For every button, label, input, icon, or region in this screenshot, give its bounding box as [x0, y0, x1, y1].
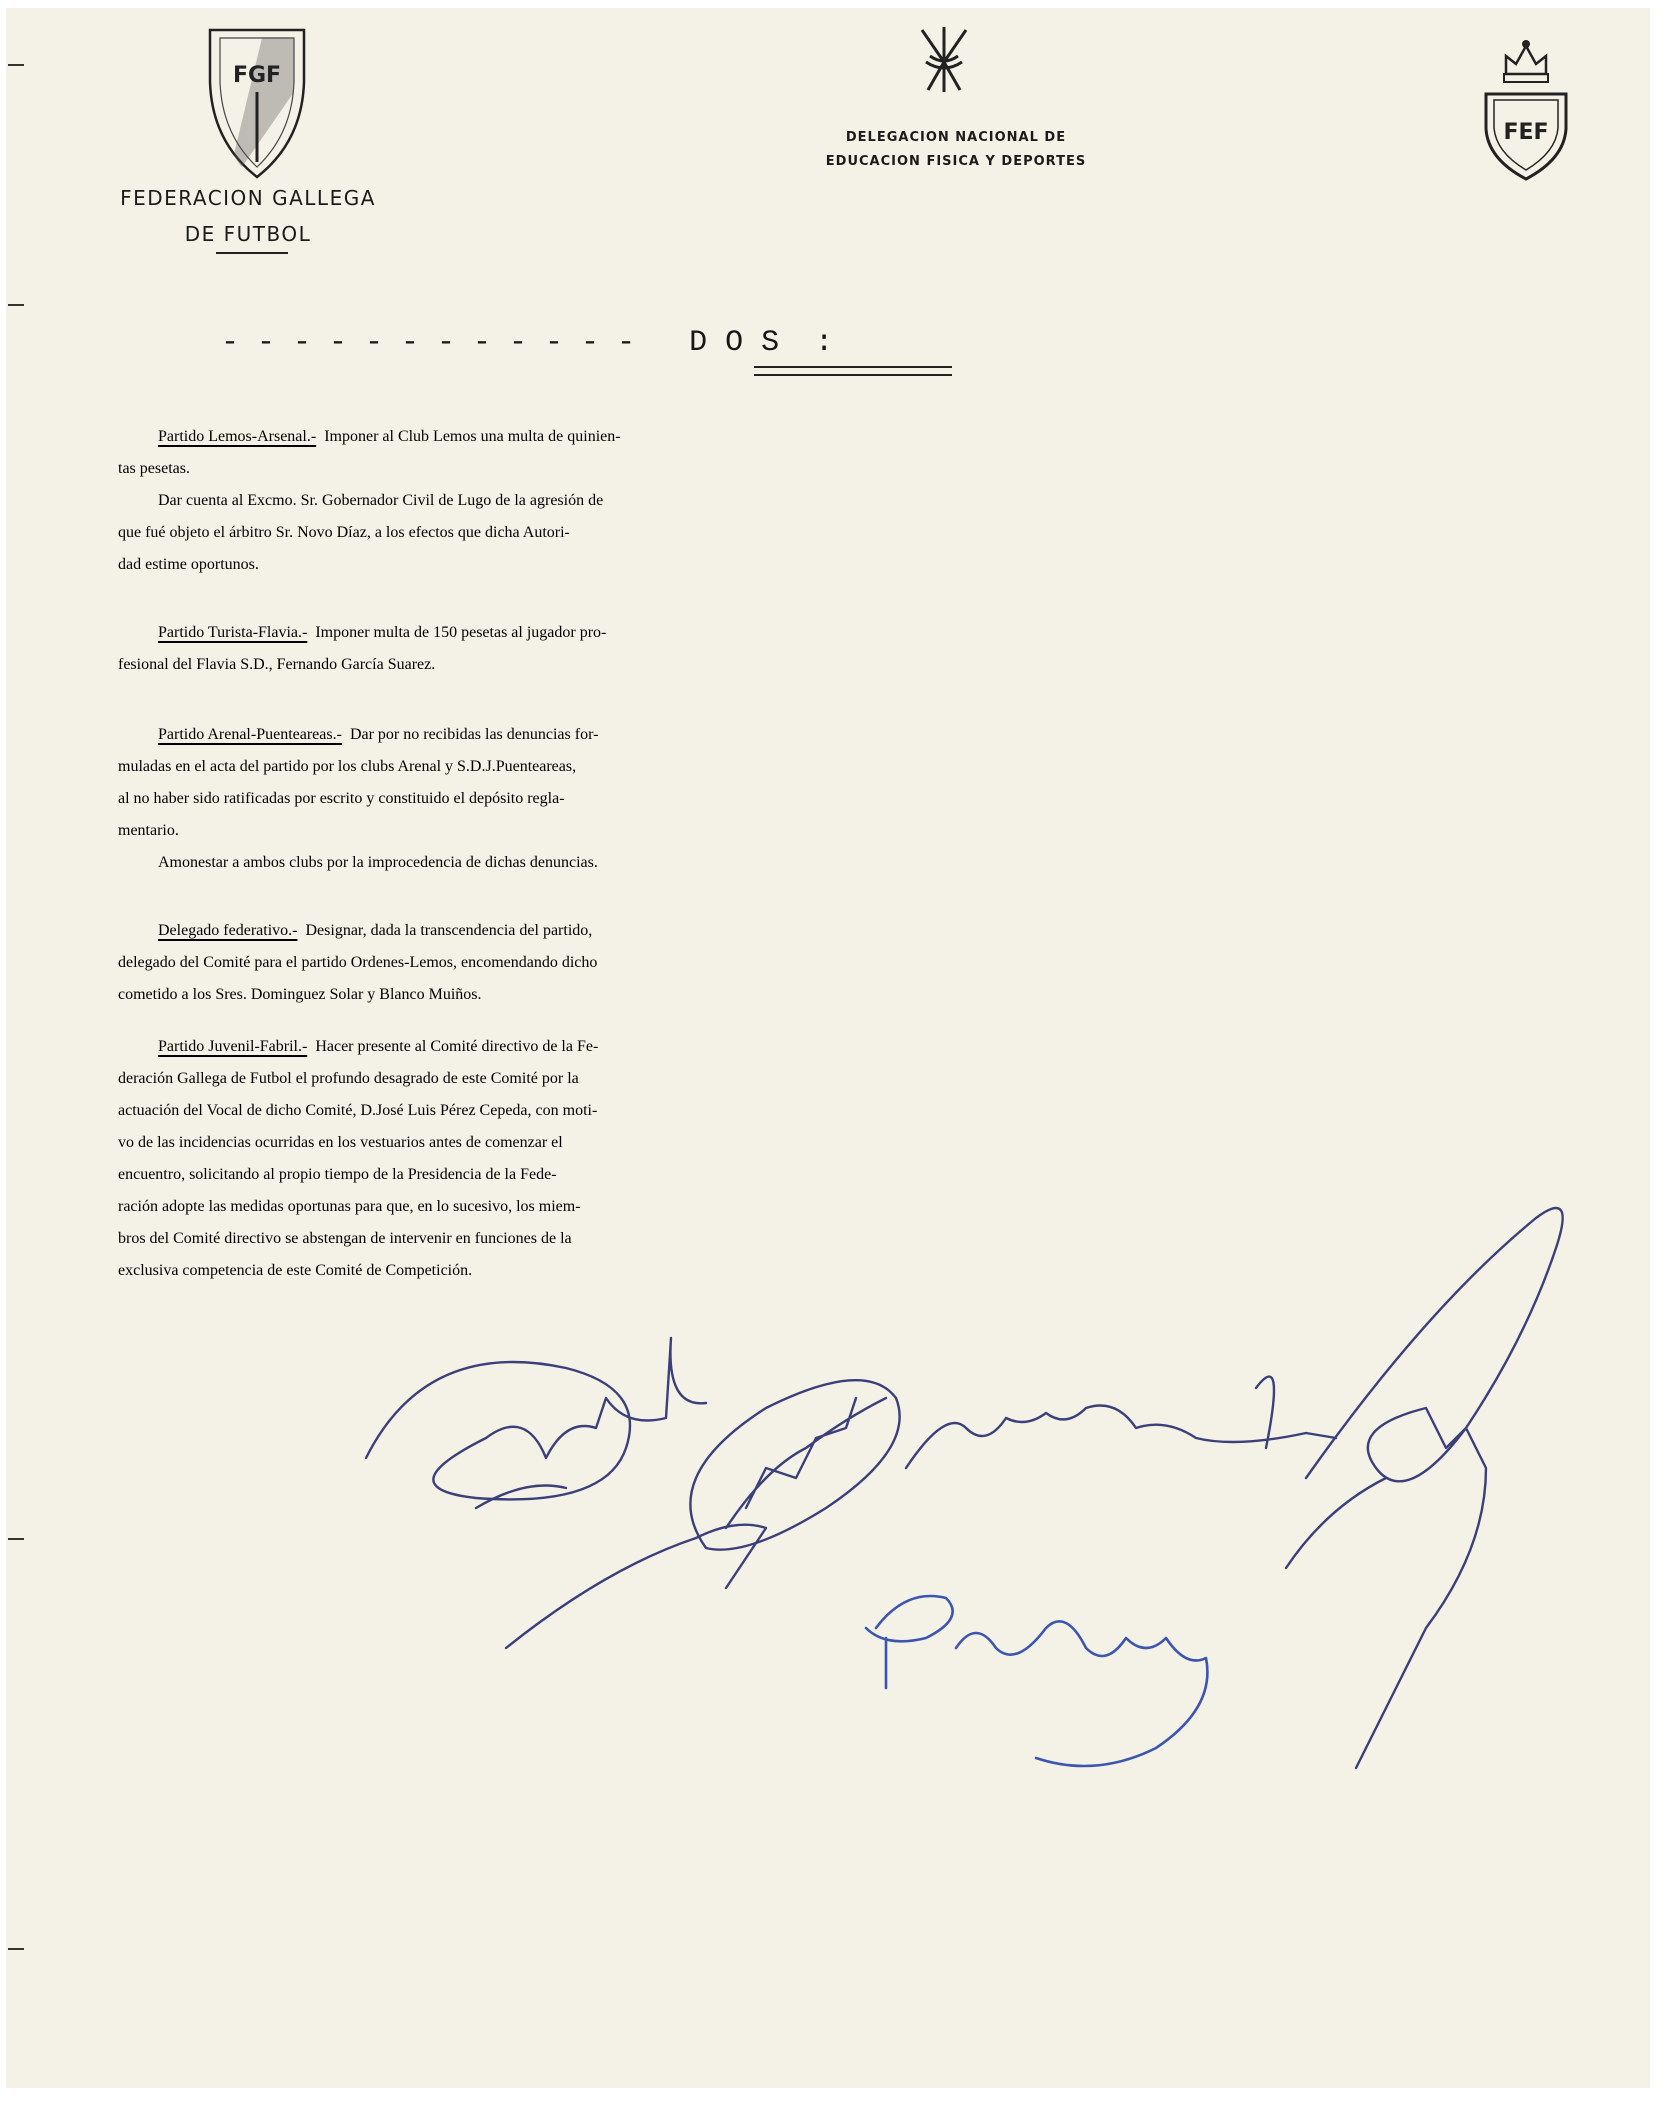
section-line: al no haber sido ratificadas por escrito y constituido el depósito regla-: [118, 790, 565, 807]
section-line: mentario.: [118, 822, 179, 839]
section-line: exclusiva competencia de este Comité de Competición.: [118, 1262, 473, 1279]
section-line: tas pesetas.: [118, 460, 190, 477]
section-line: Dar por no recibidas las denuncias for-: [341, 726, 599, 743]
delegation-line1: DELEGACION NACIONAL DE: [845, 130, 1067, 145]
section-line: delegado del Comité para el partido Ordenes-Lemos, encomendando dicho: [118, 954, 598, 971]
section-line: muladas en el acta del partido por los clubs Arenal y S.D.J.Puenteareas,: [118, 758, 577, 775]
section-line: Dar cuenta al Excmo. Sr. Gobernador Civil de Lugo de la agresión de: [158, 492, 604, 509]
section-line: cometido a los Sres. Dominguez Solar y Blanco Muiños.: [118, 986, 482, 1003]
section-line: bros del Comité directivo se abstengan de intervenir en funciones de la: [118, 1230, 572, 1247]
section-line: que fué objeto el árbitro Sr. Novo Díaz, a los efectos que dicha Autori-: [118, 524, 570, 541]
section-line: deración Gallega de Futbol el profundo desagrado de este Comité por la: [118, 1070, 579, 1087]
section-heading: Partido Juvenil-Fabril.-: [158, 1038, 308, 1055]
section-heading: Partido Turista-Flavia.-: [158, 624, 308, 641]
federation-name-line2: DE FUTBOL: [184, 222, 312, 246]
section-line: fesional del Flavia S.D., Fernando García Suarez.: [118, 656, 436, 673]
svg-text:FGF: FGF: [232, 63, 282, 88]
section-line: encuentro, solicitando al propio tiempo de la Presidencia de la Fede-: [118, 1166, 557, 1183]
document-page: [6, 8, 1650, 2088]
section-line: Designar, dada la transcendencia del partido,: [297, 922, 593, 939]
section-line: actuación del Vocal de dicho Comité, D.José Luis Pérez Cepeda, con moti-: [118, 1102, 598, 1119]
delegation-line2: EDUCACION FISICA Y DEPORTES: [825, 154, 1087, 169]
section-line: Amonestar a ambos clubs por la improcedencia de dichas denuncias.: [158, 854, 598, 871]
section-line: Hacer presente al Comité directivo de la Fe-: [307, 1038, 599, 1055]
svg-text:FEF: FEF: [1503, 120, 1549, 145]
section-heading: Delegado federativo.-: [158, 922, 298, 939]
section-line: ración adopte las medidas oportunas para que, en lo sucesivo, los miem-: [118, 1198, 581, 1215]
section-heading: Partido Lemos-Arsenal.-: [158, 428, 317, 445]
section-line: Imponer multa de 150 pesetas al jugador pro-: [307, 624, 607, 641]
signature-1: [366, 1338, 706, 1499]
signature-4: [1306, 1208, 1563, 1768]
signature-5: [866, 1596, 1207, 1766]
section-line: dad estime oportunos.: [118, 556, 259, 573]
section-line: Imponer al Club Lemos una multa de quinien-: [316, 428, 621, 445]
federation-name-line1: FEDERACION GALLEGA: [120, 186, 376, 210]
section-title: - - - - - - - - - - - - D O S :: [221, 326, 834, 360]
section-line: vo de las incidencias ocurridas en los vestuarios antes de comenzar el: [118, 1134, 563, 1151]
signature-2: [690, 1380, 899, 1549]
section-heading: Partido Arenal-Puenteareas.-: [158, 726, 342, 743]
signatures-area: [6, 8, 1650, 2088]
